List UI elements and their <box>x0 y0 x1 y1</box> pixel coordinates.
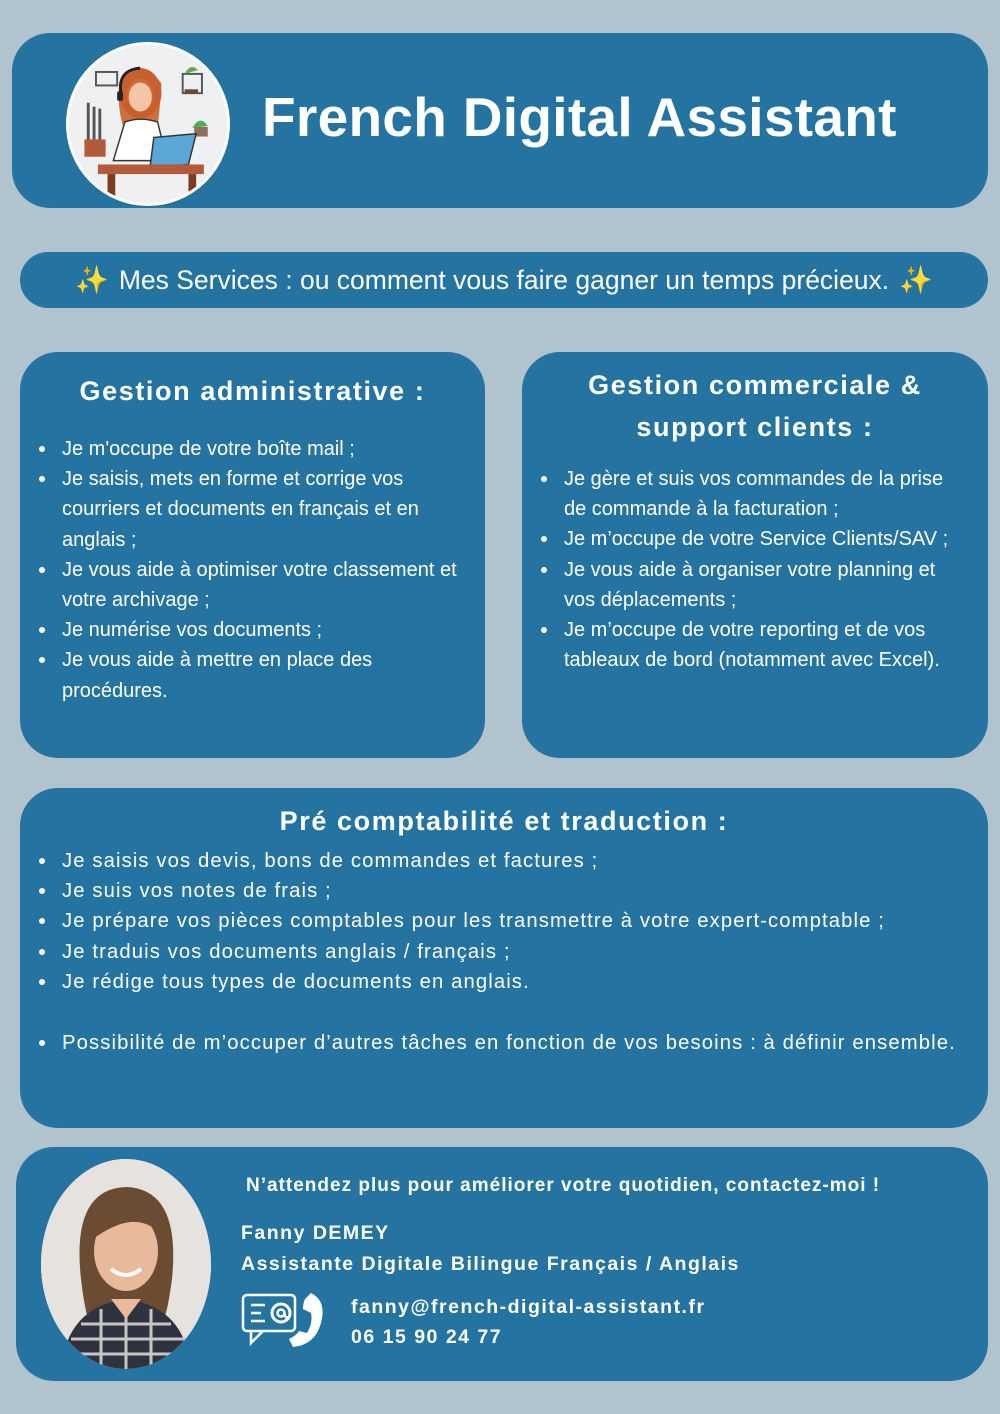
commercial-title-line2: support clients : <box>636 412 874 442</box>
admin-section-title: Gestion administrative : <box>79 376 426 406</box>
admin-services-list <box>38 434 467 706</box>
list-item: Je gère et suis vos commandes de la prise de commande à la facturation ; <box>540 464 970 524</box>
list-item: Je saisis vos devis, bons de commandes et factures ; <box>38 846 970 876</box>
tagline-text: Mes Services : ou comment vous faire gagner un temps précieux. <box>118 264 890 295</box>
phone-number[interactable]: 06 15 90 24 77 <box>351 1326 503 1348</box>
list-item: Je vous aide à organiser votre planning et vos déplacements ; <box>540 555 970 615</box>
contact-details <box>351 1292 706 1352</box>
page-title: French Digital Assistant <box>262 86 897 148</box>
list-item: Possibilité de m’occuper d’autres tâches en fonction de vos besoins : à définir ensemble. <box>38 1028 970 1058</box>
admin-services-card <box>20 352 485 758</box>
contact-card <box>16 1147 988 1381</box>
list-item: Je vous aide à mettre en place des procédures. <box>38 645 467 705</box>
list-item: Je traduis vos documents anglais / français ; <box>38 937 970 967</box>
accounting-translation-card <box>20 788 988 1128</box>
list-item: Je suis vos notes de frais ; <box>38 876 970 906</box>
person-role: Assistante Digitale Bilingue Français / Anglais <box>241 1253 740 1275</box>
profile-photo <box>41 1159 211 1369</box>
person-name: Fanny DEMEY <box>241 1222 390 1244</box>
email-phone-icon <box>241 1287 329 1351</box>
email-link[interactable]: fanny@french-digital-assistant.fr <box>351 1296 706 1318</box>
sparkle-icon: ✨ <box>75 265 109 295</box>
person-info <box>241 1218 740 1280</box>
list-item: Je rédige tous types de documents en anglais. <box>38 967 970 997</box>
contact-call-to-action: N’attendez plus pour améliorer votre quotidien, contactez-moi ! <box>246 1175 881 1196</box>
commercial-services-card <box>522 352 988 758</box>
sparkle-icon: ✨ <box>899 265 933 295</box>
compta-section-title: Pré comptabilité et traduction : <box>279 806 729 836</box>
assistant-logo-icon <box>66 42 230 206</box>
list-item: Je m'occupe de votre boîte mail ; <box>38 434 467 464</box>
commercial-title-line1: Gestion commerciale & <box>588 370 922 400</box>
list-item: Je prépare vos pièces comptables pour les transmettre à votre expert-comptable ; <box>38 906 970 936</box>
commercial-services-list <box>540 464 970 675</box>
list-item: Je vous aide à optimiser votre classement et votre archivage ; <box>38 555 467 615</box>
header-banner <box>12 33 988 208</box>
compta-services-list <box>38 846 970 1058</box>
list-item: Je saisis, mets en forme et corrige vos courriers et documents en français et en anglais ; <box>38 464 467 555</box>
list-item: Je m’occupe de votre reporting et de vos tableaux de bord (notamment avec Excel). <box>540 615 970 675</box>
list-item: Je numérise vos documents ; <box>38 615 467 645</box>
list-item: Je m’occupe de votre Service Clients/SAV ; <box>540 524 970 554</box>
commercial-section-title <box>540 364 970 448</box>
services-tagline <box>20 252 988 308</box>
